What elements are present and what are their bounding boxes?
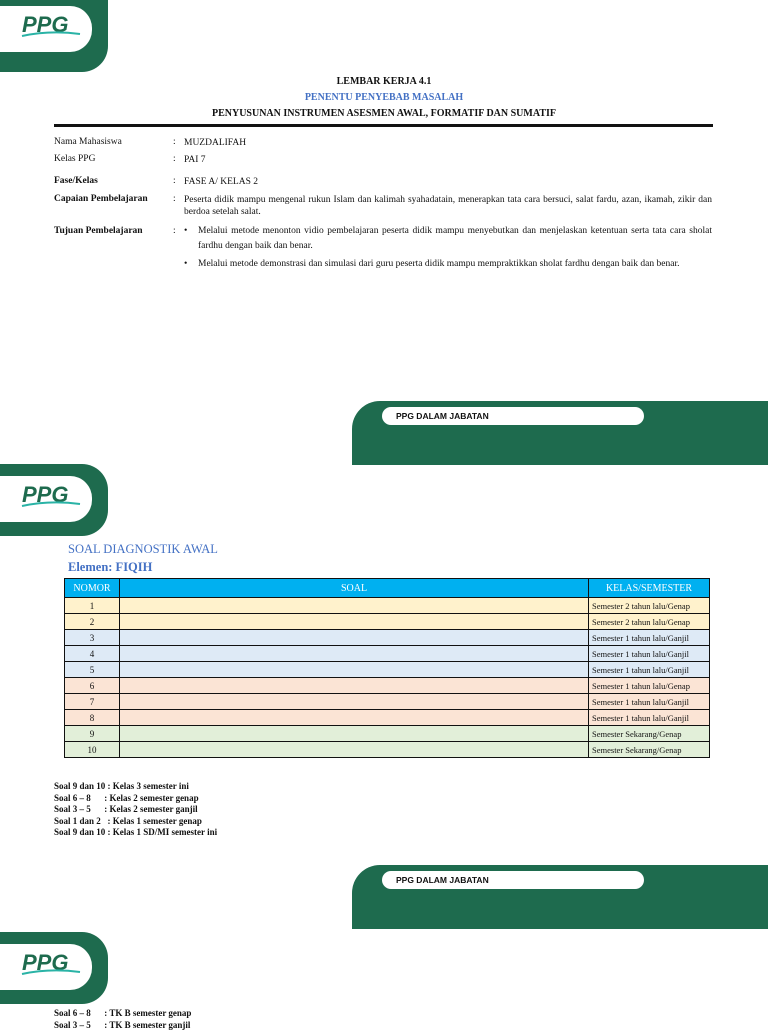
page-title: LEMBAR KERJA 4.1 [0,76,768,87]
row-semester: Semester 1 tahun lalu/Ganjil [589,662,710,678]
footer-label: PPG DALAM JABATAN [382,407,644,425]
table-row [65,598,710,614]
note-line: Soal 6 – 8 : Kelas 2 semester genap [54,793,217,805]
note-line: Soal 3 – 5 : Kelas 2 semester ganjil [54,804,217,816]
note-line: Soal 1 dan 2 : Kelas 1 semester genap [54,816,217,828]
note-line: Soal 9 dan 10 : Kelas 3 semester ini [54,781,217,793]
note-line: Soal 6 – 8 : TK B semester genap [54,1008,191,1020]
row-semester: Semester 1 tahun lalu/Ganjil [589,694,710,710]
heading-rule [54,124,713,127]
soal-title: SOAL DIAGNOSTIK AWAL [68,542,218,557]
row-semester: Semester 1 tahun lalu/Ganjil [589,630,710,646]
column-header-soal: SOAL [120,579,589,598]
info-label-nama: Nama Mahasiswa [54,137,122,147]
row-soal [120,726,589,742]
row-number: 10 [65,742,120,758]
row-number: 4 [65,646,120,662]
info-value-fase: FASE A/ KELAS 2 [184,176,258,188]
soal-notes-tk [54,1008,191,1031]
svg-text:PPG: PPG [22,950,68,975]
footer-label: PPG DALAM JABATAN [382,871,644,889]
column-header-nomor: NOMOR [65,579,120,598]
table-row [65,646,710,662]
row-number: 9 [65,726,120,742]
info-value-nama: MUZDALIFAH [184,137,246,149]
row-soal [120,742,589,758]
ppg-logo-icon [20,10,84,40]
row-semester: Semester 2 tahun lalu/Genap [589,598,710,614]
row-semester: Semester 1 tahun lalu/Ganjil [589,646,710,662]
row-number: 8 [65,710,120,726]
table-row [65,694,710,710]
colon: : [173,176,176,186]
ppg-logo-icon [20,480,84,510]
column-header-kelas-semester: KELAS/SEMESTER [589,579,710,598]
colon: : [173,194,176,204]
info-value-capaian: Peserta didik mampu mengenal rukun Islam dan kalimah syahadatain, menerapkan tata cara bersuci, salat fardu, azan, ikamah, zikir dan berdoa setelah salat. [184,194,712,218]
colon: : [173,154,176,164]
row-semester: Semester Sekarang/Genap [589,726,710,742]
tujuan-item: • Melalui metode demonstrasi dan simulasi dari guru peserta didik mampu mempraktikkan sholat fardhu dengan baik dan benar. [184,257,712,272]
soal-elemen: Elemen: FIQIH [68,560,152,575]
info-label-capaian: Capaian Pembelajaran [54,194,148,204]
table-row [65,662,710,678]
ppg-logo-tab [0,464,108,536]
soal-notes [54,781,217,839]
ppg-logo-tab [0,932,108,1004]
table-row [65,710,710,726]
info-label-kelas: Kelas PPG [54,154,95,164]
row-semester: Semester Sekarang/Genap [589,742,710,758]
row-semester: Semester 1 tahun lalu/Ganjil [589,710,710,726]
table-row [65,614,710,630]
row-number: 1 [65,598,120,614]
page-heading: PENYUSUNAN INSTRUMEN ASESMEN AWAL, FORMATIF DAN SUMATIF [0,108,768,119]
note-line: Soal 3 – 5 : TK B semester ganjil [54,1020,191,1031]
table-row [65,742,710,758]
note-line: Soal 9 dan 10 : Kelas 1 SD/MI semester ini [54,827,217,839]
row-semester: Semester 2 tahun lalu/Genap [589,614,710,630]
row-soal [120,710,589,726]
info-value-kelas: PAI 7 [184,154,206,166]
colon: : [173,226,176,236]
page-subtitle: PENENTU PENYEBAB MASALAH [0,92,768,103]
row-soal [120,646,589,662]
table-row [65,630,710,646]
svg-text:PPG: PPG [22,482,68,507]
row-soal [120,694,589,710]
row-soal [120,662,589,678]
footer-band [352,401,768,465]
footer-band [352,865,768,929]
row-number: 6 [65,678,120,694]
table-row [65,726,710,742]
colon: : [173,137,176,147]
ppg-logo-tab [0,0,108,72]
row-number: 2 [65,614,120,630]
row-semester: Semester 1 tahun lalu/Genap [589,678,710,694]
row-soal [120,678,589,694]
row-soal [120,598,589,614]
row-number: 5 [65,662,120,678]
row-number: 3 [65,630,120,646]
tujuan-item: • Melalui metode menonton vidio pembelajaran peserta didik mampu menyebutkan dan menjelaskan ketentuan serta tata cara sholat fardhu dengan baik dan benar. [184,224,712,254]
svg-text:PPG: PPG [22,12,68,37]
table-row [65,678,710,694]
ppg-logo-icon [20,948,84,978]
info-label-fase: Fase/Kelas [54,176,98,186]
soal-table [64,578,710,758]
row-soal [120,630,589,646]
row-number: 7 [65,694,120,710]
info-label-tujuan: Tujuan Pembelajaran [54,226,143,236]
row-soal [120,614,589,630]
